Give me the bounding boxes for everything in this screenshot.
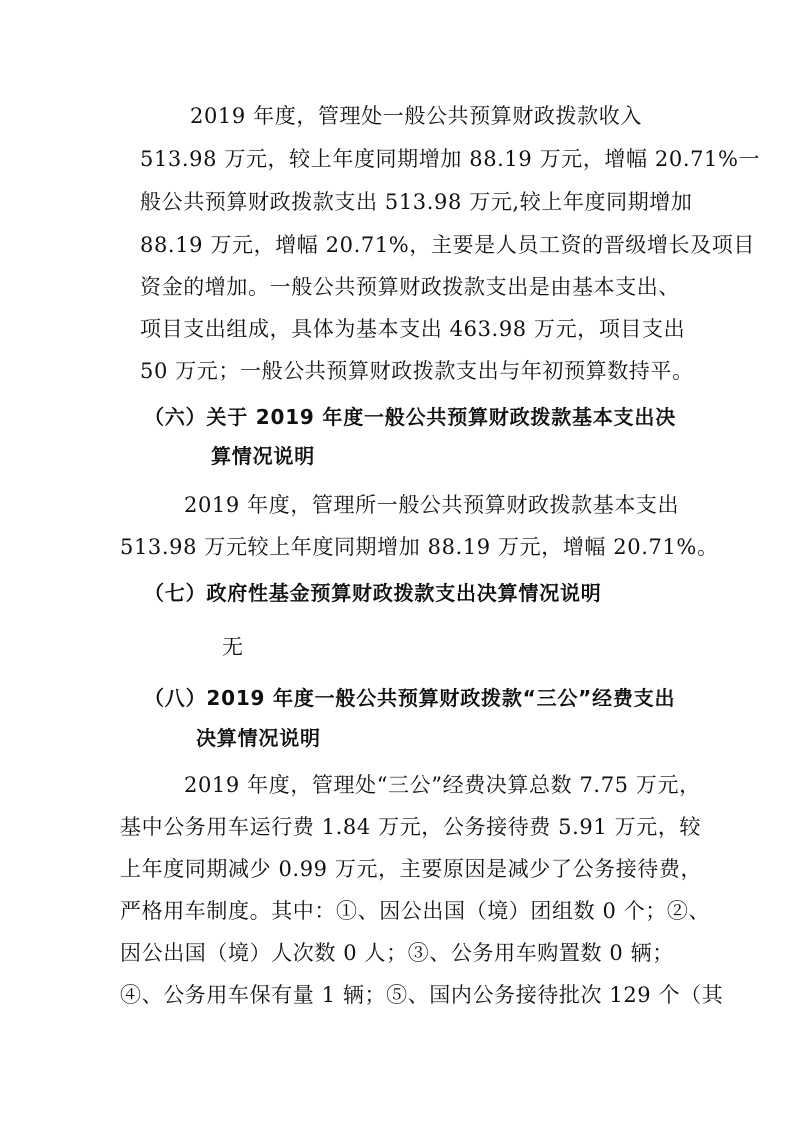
section-8-heading-line-1: （八）2019 年度一般公共预算财政拨款“三公”经费支出 [144, 686, 676, 710]
paragraph-1-line-5: 资金的增加。一般公共预算财政拨款支出是由基本支出、 [140, 275, 680, 299]
section-6-heading-line-1: （六）关于 2019 年度一般公共预算财政拨款基本支出决 [144, 405, 676, 429]
section-6-heading-line-2: 算情况说明 [211, 444, 315, 468]
paragraph-3-text: 无 [222, 635, 244, 659]
section-8-heading-line-2: 决算情况说明 [196, 726, 321, 750]
paragraph-1-line-6: 项目支出组成，具体为基本支出 463.98 万元，项目支出 [140, 317, 686, 341]
paragraph-4-line-6: ④、公务用车保有量 1 辆；⑤、国内公务接待批次 129 个（其 [120, 983, 724, 1007]
paragraph-1-line-4: 88.19 万元，增幅 20.71%，主要是人员工资的晋级增长及项目 [140, 233, 755, 257]
section-7-heading: （七）政府性基金预算财政拨款支出决算情况说明 [144, 581, 602, 605]
paragraph-1-line-3: 般公共预算财政拨款支出 513.98 万元,较上年度同期增加 [140, 190, 693, 214]
paragraph-4-line-5: 因公出国（境）人次数 0 人；③、公务用车购置数 0 辆； [120, 941, 674, 965]
paragraph-1-line-7: 50 万元；一般公共预算财政拨款支出与年初预算数持平。 [140, 359, 694, 383]
paragraph-4-line-3: 上年度同期减少 0.99 万元，主要原因是减少了公务接待费， [120, 857, 703, 881]
paragraph-4-line-2: 基中公务用车运行费 1.84 万元，公务接待费 5.91 万元，较 [120, 815, 702, 839]
paragraph-2-line-1: 2019 年度，管理所一般公共预算财政拨款基本支出 [184, 493, 680, 517]
paragraph-4-line-1: 2019 年度，管理处“三公”经费决算总数 7.75 万元， [184, 773, 701, 797]
paragraph-2-line-2: 513.98 万元较上年度同期增加 88.19 万元，增幅 20.71%。 [120, 535, 719, 559]
paragraph-1-line-1: 2019 年度，管理处一般公共预算财政拨款收入 [190, 104, 642, 128]
paragraph-4-line-4: 严格用车制度。其中：①、因公出国（境）团组数 0 个；②、 [120, 899, 711, 923]
paragraph-1-line-2: 513.98 万元，较上年度同期增加 88.19 万元，增幅 20.71%一 [140, 147, 761, 171]
